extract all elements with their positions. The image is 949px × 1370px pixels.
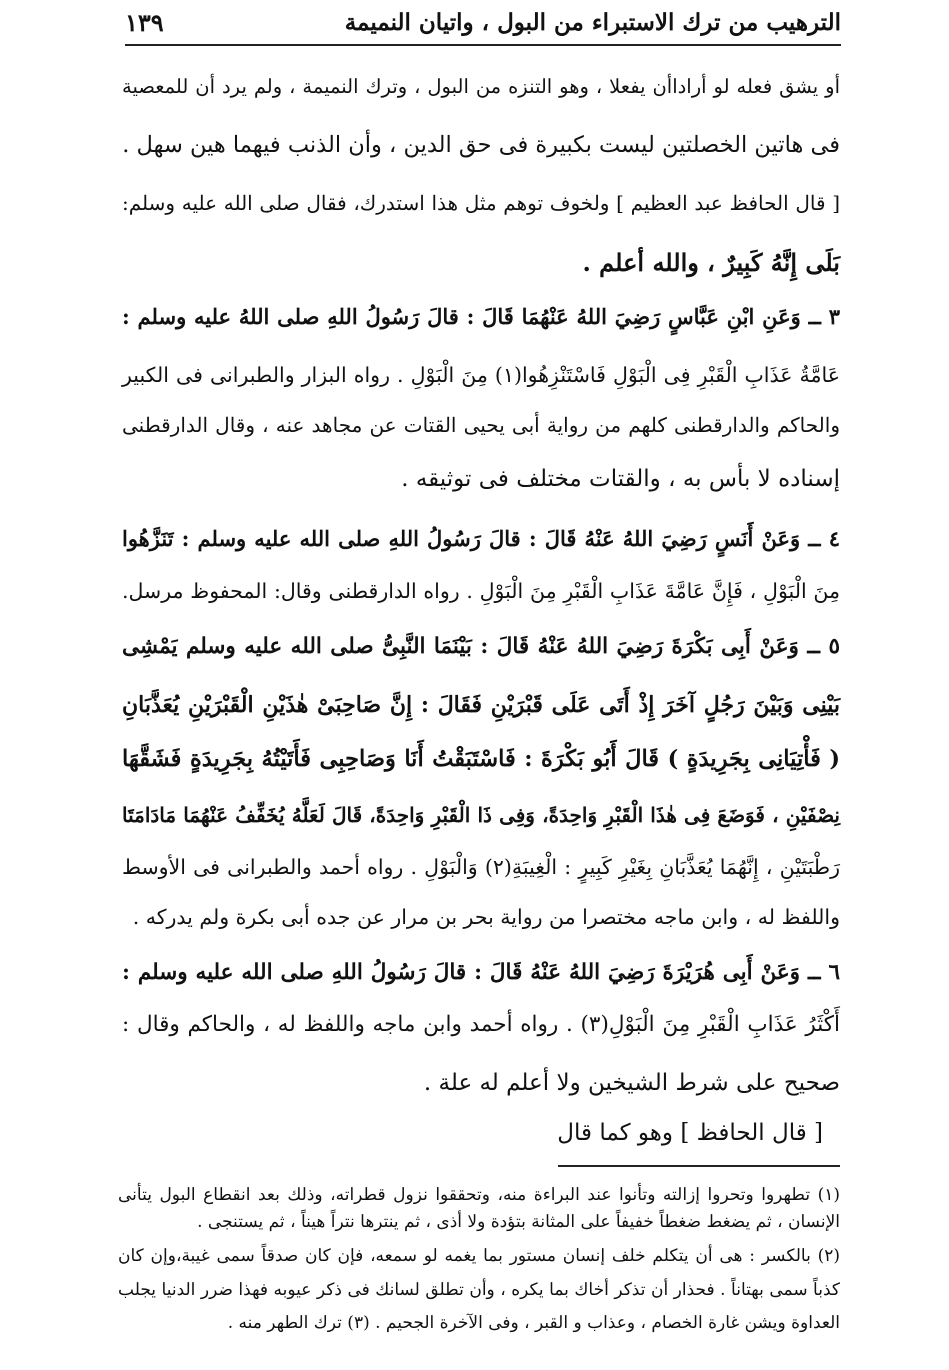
hadith-5-line: ٥ ــ وَعَنْ أَبِى بَكْرَةَ رَضِيَ اللهُ عَنْهُ قَالَ : بَيْنَمَا النَّبِىُّ صلى الله عليه وسلم يَمْشِى [122,634,840,659]
body-line: بَلَى إِنَّهُ كَبِيرٌ ، والله أعلم . [582,248,840,277]
body-line: أَكْثَرُ عَذَابِ الْقَبْرِ مِنَ الْبَوْلِ(٣) . رواه أحمد وابن ماجه واللفظ له ، والحاكم وقال : [122,1012,840,1037]
body-line: إسناده لا بأس به ، والقتات مختلف فى توثيقه . [401,466,840,492]
running-header [125,4,841,40]
footnote-line: العداوة ويشن غارة الخصام ، وعذاب و القبر ، وفى الآخرة الجحيم . (٣) ترك الطهر منه . [227,1313,840,1333]
body-line: عَامَّةُ عَذَابِ الْقَبْرِ فِى الْبَوْلِ فَاسْتَنْزِهُوا(١) مِنَ الْبَوْلِ . رواه البزار والطبرانى فى الكبير [122,363,840,387]
body-line: والحاكم والدارقطنى كلهم من رواية أبى يحيى القتات عن مجاهد عنه ، وقال الدارقطنى [122,413,840,437]
hadith-4-line: ٤ ــ وَعَنْ أَنَسٍ رَضِيَ اللهُ عَنْهُ قَالَ : قالَ رَسُولُ اللهِ صلى الله عليه وسلم : تَنَزَّهُوا [122,526,840,551]
footnote-line: كذباً سمى بهتاناً . فحذار أن تذكر أخاك بما يكره ، وأن تطلق لسانك فى ذكر عيوبه فهذا ضرر الدنيا يجلب [118,1280,840,1300]
header-rule [125,44,841,46]
body-line: [ قال الحافظ عبد العظيم ] ولخوف توهم مثل هذا استدرك، فقال صلى الله عليه وسلم: [122,191,840,215]
hadith-6-line: ٦ ــ وَعَنْ أَبِى هُرَيْرَةَ رَضِيَ اللهُ عَنْهُ قَالَ : قالَ رَسُولُ اللهِ صلى الله عليه وسلم : [122,960,840,985]
body-line: مِنَ الْبَوْلِ ، فَإِنَّ عَامَّةَ عَذَابِ الْقَبْرِ مِنَ الْبَوْلِ . رواه الدارقطنى وقال: المحفوظ مرسل. [122,579,840,603]
body-line: [ قال الحافظ ] وهو كما قال [557,1120,823,1146]
body-line: أو يشق فعله لو أراداأن يفعلا ، وهو التنزه من البول ، وترك النميمة ، ولم يرد أن للمعصية [122,75,840,98]
body-line: ( فَأْتِيَانِى بِجَرِيدَةٍ ) قَالَ أَبُو بَكْرَةَ : فَاسْتَبَقْتُ أَنَا وَصَاحِبِى فَأَتَيْتُهُ بِجَرِيدَةٍ فَشَقَّهَا [122,746,840,772]
body-line: بَيْنِى وَبَيْنَ رَجُلٍ آخَرَ إِذْ أَتَى عَلَى قَبْرَيْنِ فَقَالَ : إِنَّ صَاحِبَىْ هٰذَيْنِ الْقَبْرَيْنِ يُعَذَّبَانِ [122,692,840,718]
body-line: واللفظ له ، وابن ماجه مختصرا من رواية بحر بن مرار عن جده أبى بكرة ولم يدركه . [132,905,840,929]
body-line: رَطْبَتَيْنِ ، إِنَّهُمَا يُعَذَّبَانِ بِغَيْرِ كَبِيرٍ : الْغِيبَةِ(٢) وَالْبَوْلِ . رواه أحمد والطبرانى فى الأوسط [122,855,840,879]
footnote-line: (١) تطهروا وتحروا إزالته وتأنوا عند البراءة منه، وتحققوا نزول قطراته، وذلك بعد انقطاع البول يتأنى [118,1185,840,1205]
footnote-rule [558,1165,840,1167]
running-title: الترهيب من ترك الاستبراء من البول ، واتيان النميمة [344,8,841,36]
body-line: نِصْفَيْنِ ، فَوَضَعَ فِى هٰذَا الْقَبْرِ وَاحِدَةً، وَفِى ذَا الْقَبْرِ وَاحِدَةً، قَالَ لَعَلَّهُ يُخَفِّفُ عَنْهُمَا مَادَامَتَا [122,803,840,827]
hadith-3-line: ٣ ــ وَعَنِ ابْنِ عَبَّاسٍ رَضِيَ اللهُ عَنْهُمَا قَالَ : قالَ رَسُولُ اللهِ صلى اللهُ عليه وسلم : [122,304,840,329]
body-line: صحيح على شرط الشيخين ولا أعلم له علة . [423,1070,840,1096]
footnote-line: (٢) بالكسر : هى أن يتكلم خلف إنسان مستور بما يغمه لو سمعه، فإن كان صدقاً سمى غيبة،وإن كان [118,1246,840,1266]
body-line: فى هاتين الخصلتين ليست بكبيرة فى حق الدين ، وأن الذنب فيهما هين سهل . [122,132,840,158]
footnote-line: الإنسان ، ثم يضغط ضغطاً خفيفاً على المثانة بتؤدة ولا أذى ، ثم ينترها نتراً هيناً ، ثم يستنجى . [197,1212,840,1232]
page-number: ١٣٩ [125,7,164,37]
